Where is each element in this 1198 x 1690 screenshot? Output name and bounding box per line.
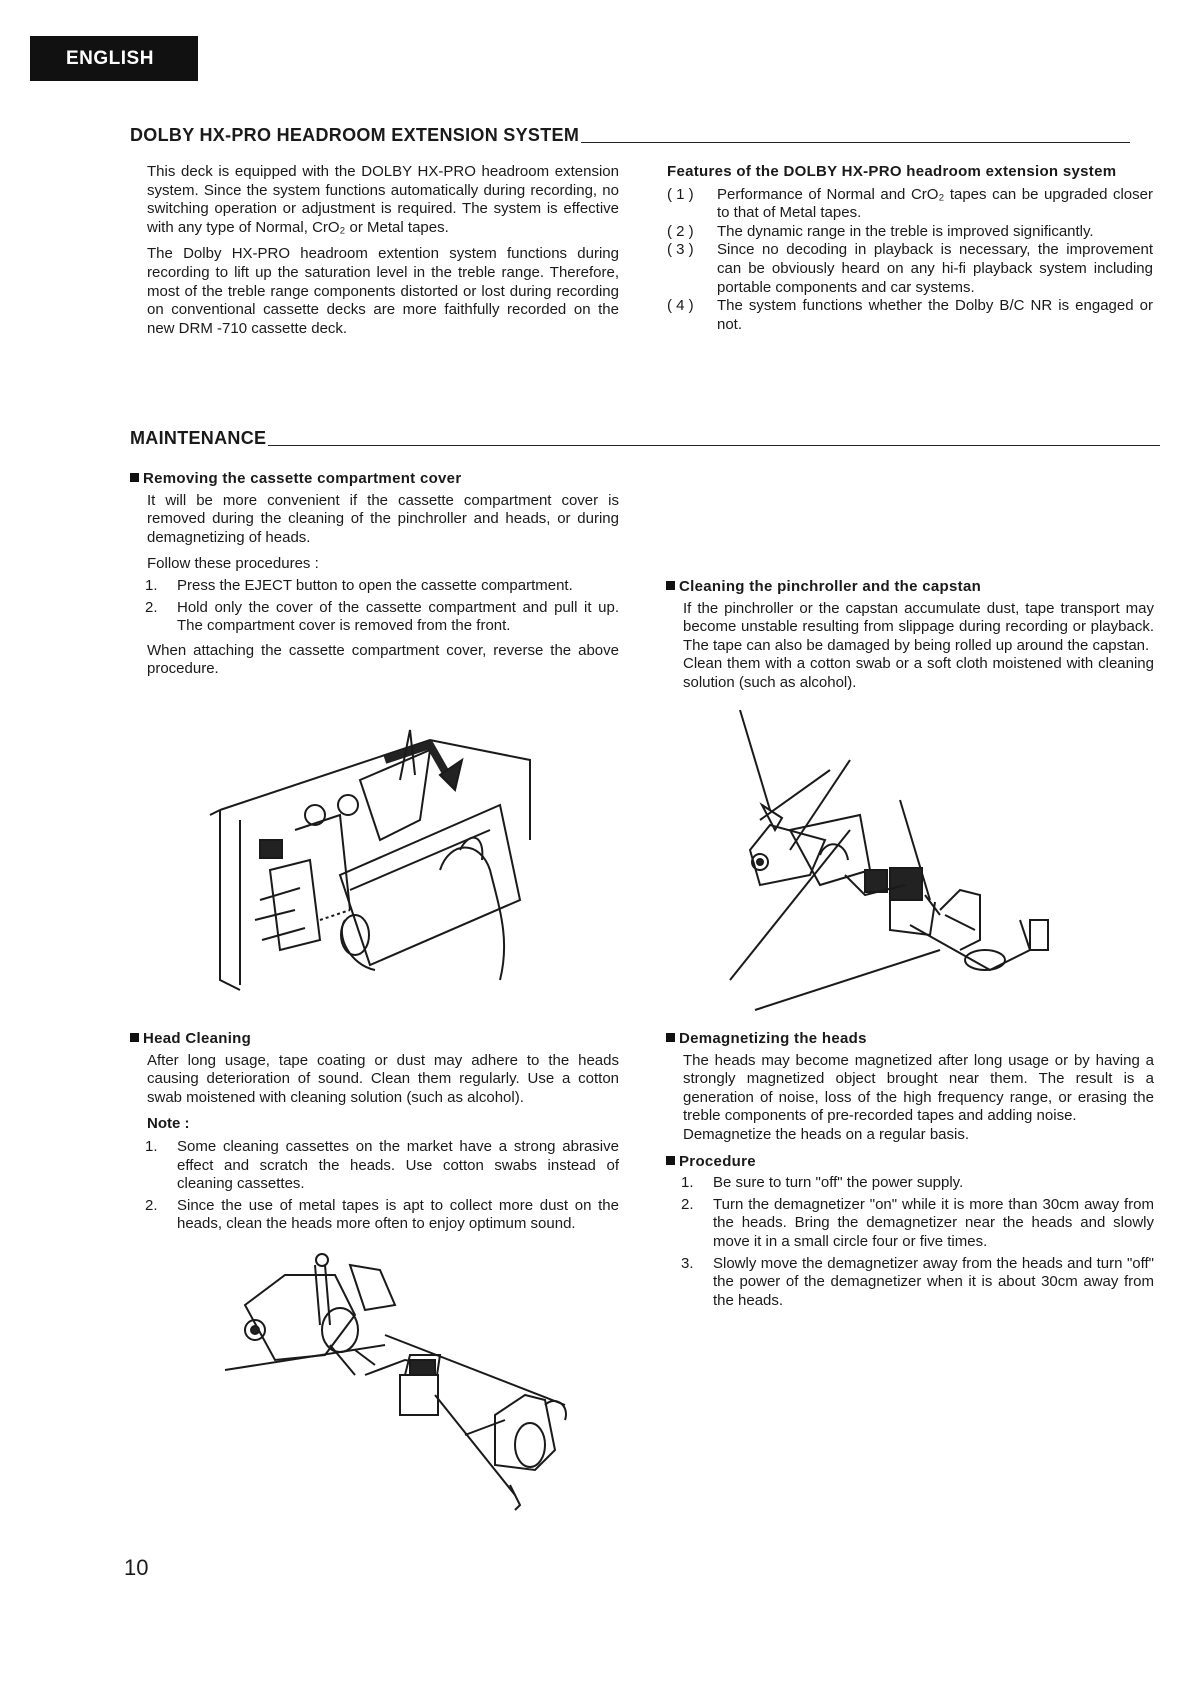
features-title: Features of the DOLBY HX-PRO headroom extension system	[667, 163, 1117, 180]
demagnetizing-section	[666, 1030, 1154, 1316]
demagnetizing-text-2: Demagnetize the heads on a regular basis.	[683, 1125, 970, 1143]
step-number: 3.	[681, 1254, 694, 1272]
step-text: Be sure to turn "off" the power supply.	[713, 1174, 964, 1192]
step-number: 1.	[681, 1174, 694, 1192]
bullet-square-icon	[130, 473, 139, 482]
list-item	[666, 1255, 1154, 1311]
feature-number: ( 2 )	[667, 222, 694, 240]
feature-text: The dynamic range in the treble is improved significantly.	[717, 222, 1094, 240]
bullet-square-icon	[666, 1033, 675, 1042]
pinchroller-section	[666, 578, 1154, 701]
pinchroller-text-1: If the pinchroller or the capstan accumulate dust, tape transport may become unstable resulting from slippage during recording or playback. The tape can also be damaged by being rolled up around the capstan.	[683, 599, 1154, 654]
pinchroller-cleaning-illustration	[730, 710, 1080, 1010]
head-cleaning-title	[130, 1030, 619, 1049]
head-cleaning-notes	[130, 1138, 619, 1234]
removing-outro: When attaching the cassette compartment cover, reverse the above procedure.	[147, 641, 619, 678]
step-number: 2.	[681, 1195, 694, 1213]
removing-intro: It will be more convenient if the cassette compartment cover is removed during the cleaning of the pinchroller and heads, or during demagnetizing of heads.	[147, 491, 619, 546]
feature-text: Performance of Normal and CrO₂ tapes can be upgraded closer to that of Metal tapes.	[717, 185, 1153, 222]
procedure-title	[666, 1153, 1154, 1172]
dolby-paragraph-2: The Dolby HX-PRO headroom extention system functions during recording to lift up the saturation level in the treble range. Therefore, most of the treble range components distorted or lost during recording on conventional cassette decks are more faithfully recorded on the new DRM -710 cassette deck.	[147, 245, 619, 337]
list-item	[130, 1197, 619, 1234]
feature-number: ( 4 )	[667, 297, 694, 315]
head-cleaning-illustration	[225, 1255, 595, 1525]
bullet-square-icon	[666, 1156, 675, 1165]
note-label: Note :	[147, 1115, 190, 1133]
step-text: Turn the demagnetizer "on" while it is more than 30cm away from the heads. Bring the demagnetizer near the heads and slowly move it in a small circle four or five times.	[713, 1195, 1154, 1250]
feature-text: The system functions whether the Dolby B/C NR is engaged or not.	[717, 297, 1153, 333]
list-item	[667, 186, 1153, 223]
removing-cover-title	[130, 470, 619, 489]
dolby-left-column	[147, 163, 619, 346]
dolby-title: DOLBY HX-PRO HEADROOM EXTENSION SYSTEM	[130, 125, 580, 145]
procedure-title-text: Procedure	[679, 1152, 756, 1170]
list-item	[130, 599, 619, 636]
removing-cover-title-text: Removing the cassette compartment cover	[143, 470, 462, 487]
demagnetizing-title-text: Demagnetizing the heads	[679, 1030, 867, 1047]
removing-cover-section	[130, 470, 619, 687]
features-list	[667, 186, 1153, 335]
pinchroller-title	[666, 578, 1154, 597]
cassette-cover-removal-illustration	[200, 720, 560, 990]
maintenance-title: MAINTENANCE	[130, 428, 267, 448]
removing-steps	[130, 577, 619, 636]
head-cleaning-text: After long usage, tape coating or dust may adhere to the heads causing deterioration of sound. Clean them regularly. Use a cotton swab moistened with cleaning solution (such as alcohol).	[147, 1051, 619, 1106]
step-text: Hold only the cover of the cassette compartment and pull it up. The compartment cover is removed from the front.	[177, 598, 619, 635]
list-item	[666, 1196, 1154, 1252]
removing-follow: Follow these procedures :	[147, 555, 319, 573]
note-number: 2.	[145, 1196, 158, 1214]
bullet-square-icon	[130, 1033, 139, 1042]
dolby-features-column	[667, 163, 1153, 334]
note-number: 1.	[145, 1137, 158, 1155]
step-text: Slowly move the demagnetizer away from the heads and turn "off" the power of the demagnetizer when it is about 30cm away from the heads.	[713, 1254, 1154, 1309]
feature-number: ( 1 )	[667, 185, 694, 203]
list-item	[130, 577, 619, 596]
note-text: Since the use of metal tapes is apt to collect more dust on the heads, clean the heads more often to enjoy optimum sound.	[177, 1196, 619, 1233]
head-cleaning-section	[130, 1030, 619, 1240]
list-item	[667, 223, 1153, 242]
list-item	[130, 1138, 619, 1194]
language-tab: ENGLISH	[30, 36, 198, 81]
dolby-section-heading	[130, 125, 1130, 146]
demagnetizing-text-1: The heads may become magnetized after long usage or by having a strongly magnetized object brought near them. The result is a generation of noise, loss of the high frequency range, or erasing the treble components of pre-recorded tapes and adding noise.	[683, 1051, 1154, 1125]
maintenance-section-heading	[130, 428, 1160, 449]
list-item	[667, 241, 1153, 297]
note-text: Some cleaning cassettes on the market have a strong abrasive effect and scratch the heads. Use cotton swabs instead of cleaning cassettes.	[177, 1137, 619, 1193]
list-item	[667, 297, 1153, 334]
page-number: 10	[124, 1555, 149, 1580]
demagnetizing-title	[666, 1030, 1154, 1049]
step-number: 1.	[145, 576, 158, 594]
pinchroller-title-text: Cleaning the pinchroller and the capstan	[679, 578, 982, 595]
dolby-paragraph-1: This deck is equipped with the DOLBY HX-PRO headroom extension system. Since the system functions automatically during recording, no switching operation or adjustment is required. The system is effective with any type of Normal, CrO₂ or Metal tapes.	[147, 163, 619, 236]
feature-number: ( 3 )	[667, 241, 694, 259]
step-number: 2.	[145, 598, 158, 616]
feature-text: Since no decoding in playback is necessary, the improvement can be obviously heard on any hi-fi playback system including portable components and car systems.	[717, 241, 1153, 296]
list-item	[666, 1174, 1154, 1193]
procedure-steps	[666, 1174, 1154, 1310]
pinchroller-text-2: Clean them with a cotton swab or a soft cloth moistened with cleaning solution (such as alcohol).	[683, 655, 1154, 691]
heading-rule	[268, 445, 1160, 446]
step-text: Press the EJECT button to open the cassette compartment.	[177, 576, 573, 594]
heading-rule	[581, 142, 1130, 143]
bullet-square-icon	[666, 581, 675, 590]
head-cleaning-title-text: Head Cleaning	[143, 1030, 252, 1047]
